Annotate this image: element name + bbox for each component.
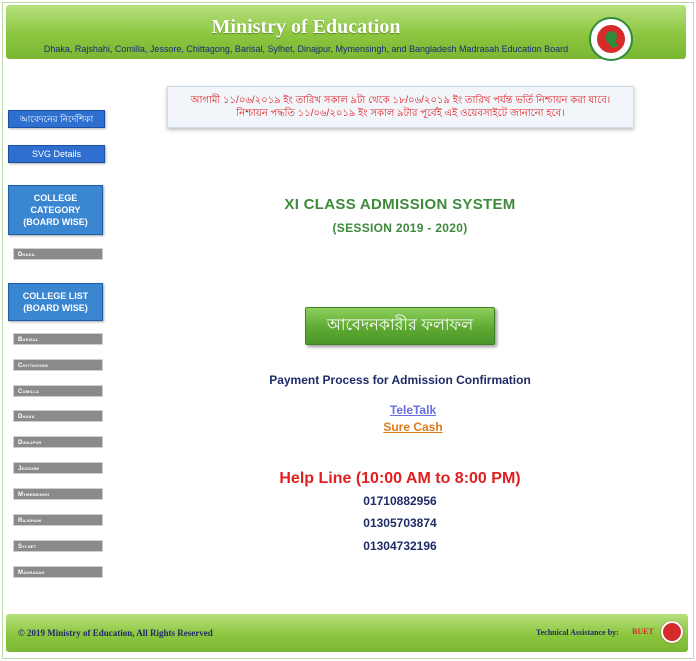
list-item-sylhet[interactable]: Sylhet [13, 540, 103, 552]
notice-line-1: আগামী ১১/০৬/২০১৯ ইং তারিখ সকাল ৯টা থেকে ১৮/০৬/২০১৯ ইং তারিখ পর্যন্ত ভর্তি নিশ্চায়ন করা যাবে। [190, 95, 611, 106]
bangladesh-map-icon [605, 31, 619, 48]
applicant-result-button[interactable]: আবেদনকারীর ফলাফল [305, 307, 495, 345]
list-item-madrasah[interactable]: Madrasah [13, 566, 103, 578]
list-item-comilla[interactable]: Comilla [13, 385, 103, 397]
list-item-chittagong[interactable]: Chittagong [13, 359, 103, 371]
header-banner [6, 5, 686, 59]
helpline-phone-1: 01710882956 [363, 494, 437, 508]
teletalk-link[interactable]: TeleTalk [389, 403, 437, 417]
notice-box [167, 86, 634, 128]
list-item-dhaka[interactable]: Dhaka [13, 410, 103, 422]
header-subtitle: Dhaka, Rajshahi, Comilla, Jessore, Chittagong, Barisal, Sylhet, Dinajpur, Mymensingh, and Bangladesh Madrasah Education Board [43, 44, 569, 54]
notice-line-2: নিশ্চায়ন পদ্ধতি ১১/০৬/২০১৯ ইং সকাল ৯টার পূর্বেই এই ওয়েবসাইটে জানানো হবে। [236, 108, 565, 119]
government-seal-icon [589, 17, 633, 61]
helpline-phone-2: 01305703874 [363, 516, 437, 530]
college-category-line3: (BOARD WISE) [23, 217, 88, 227]
sure-cash-link[interactable]: Sure Cash [383, 420, 443, 434]
session-label: (SESSION 2019 - 2020) [332, 221, 468, 235]
admission-title: XI CLASS ADMISSION SYSTEM [284, 196, 516, 213]
helpline-heading: Help Line (10:00 AM to 8:00 PM) [279, 470, 521, 487]
list-item-barisal[interactable]: Barisal [13, 333, 103, 345]
buet-label: BUET [632, 627, 654, 636]
svg-details-button[interactable]: SVG Details [8, 145, 105, 163]
footer-bar [6, 614, 688, 652]
buet-logo-icon[interactable] [661, 621, 683, 643]
payment-process-heading: Payment Process for Admission Confirmation [269, 373, 531, 387]
college-category-button[interactable] [8, 185, 103, 235]
college-list-line1: COLLEGE LIST [22, 291, 89, 301]
category-item-dhaka[interactable]: Dhaka [13, 248, 103, 260]
page-title: Ministry of Education [211, 16, 401, 38]
list-item-dinajpur[interactable]: Dinajpur [13, 436, 103, 448]
college-category-line2: CATEGORY [30, 205, 81, 215]
technical-assistance-text: Technical Assistance by: [536, 628, 619, 637]
college-list-button[interactable] [8, 283, 103, 321]
seal-emblem [596, 24, 626, 54]
list-item-rajshahi[interactable]: Rajshahi [13, 514, 103, 526]
list-item-jessore[interactable]: Jessore [13, 462, 103, 474]
helpline-phone-3: 01304732196 [363, 539, 437, 553]
college-category-line1: COLLEGE [33, 193, 78, 203]
list-item-mymensingh[interactable]: Mymensingh [13, 488, 103, 500]
application-instruction-button[interactable]: আবেদনের নির্দেশিকা [8, 110, 105, 128]
college-list-line2: (BOARD WISE) [23, 303, 88, 313]
copyright-text: © 2019 Ministry of Education, All Rights Reserved [18, 628, 213, 638]
